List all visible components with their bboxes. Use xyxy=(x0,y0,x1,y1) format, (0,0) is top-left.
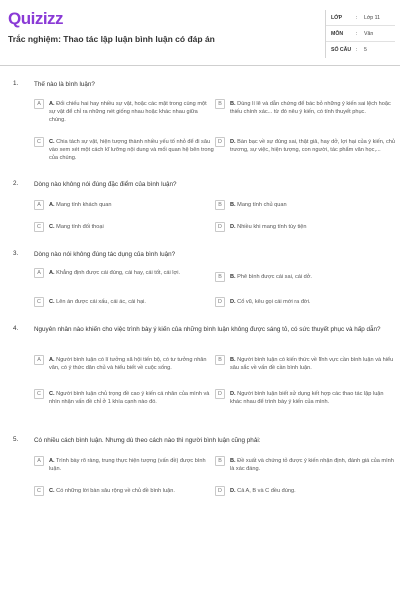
option-label: A. xyxy=(49,101,55,107)
option-body: Lên án được cái xấu, cái ác, cái hại. xyxy=(56,299,146,305)
option-letter-box[interactable]: D xyxy=(215,389,225,399)
option-label: B. xyxy=(230,274,236,280)
option-letter-box[interactable]: B xyxy=(215,272,225,282)
option-letter-box[interactable]: B xyxy=(215,200,225,210)
worksheet-header xyxy=(0,0,400,66)
option-letter-box[interactable]: D xyxy=(215,486,225,496)
option-text xyxy=(230,457,395,473)
option-body: Người bình luận có lí tưởng xã hội tiến bộ, có tư tưởng nhân văn, có ý thức dân chủ và hiểu biết về cuộc sống. xyxy=(49,357,207,371)
option-text xyxy=(49,138,214,162)
option-label: C. xyxy=(49,488,55,494)
option-letter-box[interactable]: A xyxy=(34,355,44,365)
option-body: Trình bày rõ ràng, trung thực hiện tượng (vấn đề) được bình luận. xyxy=(49,458,206,472)
option-label: D. xyxy=(230,224,236,230)
question-text: Có nhiều cách bình luận. Nhưng dù theo cách nào thì người bình luận cũng phải: xyxy=(34,437,261,444)
option-text xyxy=(49,100,214,124)
option-text xyxy=(49,298,214,306)
option-text xyxy=(49,457,214,473)
option-body: Người bình luận chủ trọng đề cao ý kiến cá nhân của mình và nhìn nhận vấn đề chỉ ở 1 khía cạnh nào đó. xyxy=(49,391,210,405)
meta-row-count xyxy=(326,42,395,58)
meta-value: 5 xyxy=(364,47,367,53)
option-letter-box[interactable]: D xyxy=(215,297,225,307)
meta-key: SỐ CÂU xyxy=(331,47,352,53)
option-text xyxy=(230,223,395,231)
meta-row-class xyxy=(326,10,395,26)
option-letter-box[interactable]: D xyxy=(215,137,225,147)
option-text xyxy=(230,390,395,406)
option-body: Đề xuất và chứng tỏ được ý kiến nhận định, đánh giá của mình là xác đáng. xyxy=(230,458,394,472)
option-body: Chia tách sự vật, hiện tượng thành nhiều yếu tố nhỏ để đi sâu vào xem xét một cách kĩ lưỡng nội dung và mối quan hệ bên trong của chúng. xyxy=(49,139,214,161)
option-body: Người bình luận có kiến thức về lĩnh vực cần bình luận và hiểu sâu sắc về vấn đề cần bình luận. xyxy=(230,357,394,371)
option-label: C. xyxy=(49,139,55,145)
option-label: C. xyxy=(49,299,55,305)
option-label: B. xyxy=(230,202,236,208)
option-text xyxy=(230,298,395,306)
option-body: Phê bình được cái sai, cái dở. xyxy=(237,274,312,280)
meta-table xyxy=(325,10,395,58)
quizizz-logo[interactable]: Quizizz xyxy=(8,9,64,28)
option-label: A. xyxy=(49,458,55,464)
option-letter-box[interactable]: C xyxy=(34,486,44,496)
option-label: A. xyxy=(49,202,55,208)
option-label: A. xyxy=(49,270,55,276)
option-body: Khẳng định được cái đúng, cái hay, cái tốt, cái lợi. xyxy=(56,270,181,276)
option-letter-box[interactable]: C xyxy=(34,222,44,232)
option-body: Nhiều khi mang tính tùy tiện xyxy=(237,224,307,230)
question-number: 3. xyxy=(13,250,19,257)
meta-value: Lớp 11 xyxy=(364,15,380,21)
option-body: Dùng lí lẽ và dẫn chứng để bác bỏ những ý kiến sai lệch hoặc thiếu chính xác... từ đó nêu ý kiến, có tính thuyết phục. xyxy=(230,101,391,115)
option-label: B. xyxy=(230,458,236,464)
option-label: B. xyxy=(230,101,236,107)
option-body: Mang tính đối thoại xyxy=(56,224,104,230)
question-number: 2. xyxy=(13,180,19,187)
option-text xyxy=(49,223,214,231)
option-label: D. xyxy=(230,299,236,305)
option-body: Người bình luận biết sử dụng kết hợp các thao tác lập luận khác nhau để trình bày ý kiến của mình. xyxy=(230,391,384,405)
option-text xyxy=(49,201,214,209)
meta-row-subject xyxy=(326,26,395,42)
option-text xyxy=(49,269,214,277)
option-letter-box[interactable]: B xyxy=(215,99,225,109)
option-letter-box[interactable]: A xyxy=(34,456,44,466)
meta-separator: : xyxy=(356,47,358,53)
option-letter-box[interactable]: A xyxy=(34,268,44,278)
option-letter-box[interactable]: B xyxy=(215,456,225,466)
option-label: D. xyxy=(230,488,236,494)
question-text: Dòng nào nói không đúng tác dụng của bình luận? xyxy=(34,251,176,258)
question-number: 1. xyxy=(13,80,19,87)
option-label: B. xyxy=(230,357,236,363)
meta-key: LỚP xyxy=(331,15,343,21)
option-letter-box[interactable]: C xyxy=(34,297,44,307)
question-text: Nguyên nhân nào khiến cho việc trình bày ý kiến của những bình luận không được sáng tỏ, có sức thuyết phục và hấp dẫn? xyxy=(34,326,381,333)
meta-separator: : xyxy=(356,31,358,37)
question-number: 5. xyxy=(13,436,19,443)
option-body: Mang tính khách quan xyxy=(56,202,112,208)
option-label: C. xyxy=(49,391,55,397)
option-letter-box[interactable]: C xyxy=(34,389,44,399)
option-text xyxy=(230,100,395,116)
option-label: D. xyxy=(230,139,236,145)
option-text xyxy=(230,201,395,209)
option-body: Cả A, B và C đều đúng. xyxy=(237,488,296,494)
option-letter-box[interactable]: D xyxy=(215,222,225,232)
meta-value: Văn xyxy=(364,31,374,37)
option-label: D. xyxy=(230,391,236,397)
option-body: Đối chiếu hai hay nhiều sự vật, hoặc các mặt trong cùng một sự vật để chỉ ra những nét giống nhau hoặc khác nhau giữa chúng. xyxy=(49,101,207,123)
option-text xyxy=(230,356,395,372)
question-number: 4. xyxy=(13,325,19,332)
option-letter-box[interactable]: A xyxy=(34,99,44,109)
option-body: Mang tính chủ quan xyxy=(237,202,287,208)
option-body: Cổ vũ, kêu gọi cái mới ra đời. xyxy=(237,299,311,305)
option-body: Có những lời bàn sâu rộng về chủ đề bình luận. xyxy=(56,488,175,494)
option-text xyxy=(230,273,395,281)
option-text xyxy=(230,138,395,154)
option-text xyxy=(49,487,214,495)
option-letter-box[interactable]: B xyxy=(215,355,225,365)
page-title: Trắc nghiệm: Thao tác lập luận bình luận có đáp án xyxy=(8,34,215,44)
option-text xyxy=(49,390,214,406)
option-letter-box[interactable]: A xyxy=(34,200,44,210)
option-label: C. xyxy=(49,224,55,230)
option-text xyxy=(230,487,395,495)
option-text xyxy=(49,356,214,372)
option-label: A. xyxy=(49,357,55,363)
meta-separator: : xyxy=(356,15,358,21)
option-body: Bàn bạc về sự đúng sai, thật giả, hay dở, lợi hại của ý kiến, chủ trương, sự việc, hiện tượng, con người, tác phẩm văn học,... xyxy=(230,139,396,153)
meta-key: MÔN xyxy=(331,31,344,37)
option-letter-box[interactable]: C xyxy=(34,137,44,147)
question-text: Thế nào là bình luận? xyxy=(34,81,95,88)
question-text: Dòng nào không nói đúng đặc điểm của bình luận? xyxy=(34,181,177,188)
